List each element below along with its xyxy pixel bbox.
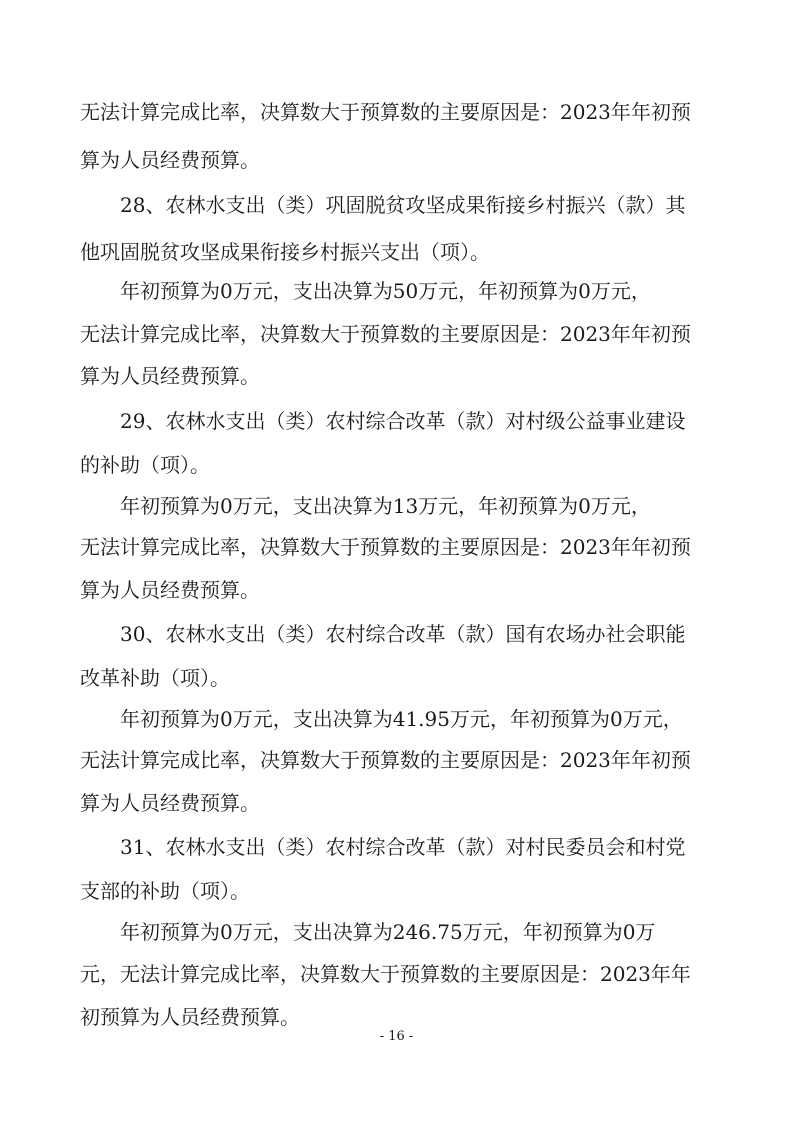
text-line: 无法计算完成比率，决算数大于预算数的主要原因是：2023年年初预 [80, 100, 691, 124]
text-line: 无法计算完成比率，决算数大于预算数的主要原因是：2023年年初预 [80, 748, 691, 772]
item-29-body: 年初预算为0万元，支出决算为13万元，年初预算为0万元， [120, 494, 651, 518]
item-heading-30-cont: 改革补助（项）。 [80, 666, 230, 690]
item-heading-29-cont: 的补助（项）。 [80, 453, 210, 477]
item-heading-28-cont: 他巩固脱贫攻坚成果衔接乡村振兴支出（项）。 [80, 240, 490, 264]
text-line: 无法计算完成比率，决算数大于预算数的主要原因是：2023年年初预 [80, 535, 691, 559]
text-line: 算为人员经费预算。 [80, 364, 260, 388]
item-heading-29: 29、农林水支出（类）农村综合改革（款）对村级公益事业建设 [120, 409, 686, 433]
item-31-body: 年初预算为0万元，支出决算为246.75万元，年初预算为0万 [120, 920, 656, 944]
item-heading-31: 31、农林水支出（类）农村综合改革（款）对村民委员会和村党 [120, 835, 686, 859]
item-30-body: 年初预算为0万元，支出决算为41.95万元，年初预算为0万元， [120, 707, 683, 731]
text-line: 算为人员经费预算。 [80, 791, 260, 815]
item-28-body: 年初预算为0万元，支出决算为50万元，年初预算为0万元， [120, 279, 651, 303]
text-line: 无法计算完成比率，决算数大于预算数的主要原因是：2023年年初预 [80, 322, 691, 346]
page-number: - 16 - [379, 1029, 414, 1044]
item-heading-30: 30、农林水支出（类）农村综合改革（款）国有农场办社会职能 [120, 622, 686, 646]
text-line: 算为人员经费预算。 [80, 578, 260, 602]
text-line: 初预算为人员经费预算。 [80, 1005, 300, 1029]
item-heading-31-cont: 支部的补助（项）。 [80, 879, 250, 903]
text-line: 元，无法计算完成比率，决算数大于预算数的主要原因是：2023年年 [80, 962, 691, 986]
text-line: 算为人员经费预算。 [80, 148, 260, 172]
item-heading-28: 28、农林水支出（类）巩固脱贫攻坚成果衔接乡村振兴（款）其 [120, 193, 686, 217]
